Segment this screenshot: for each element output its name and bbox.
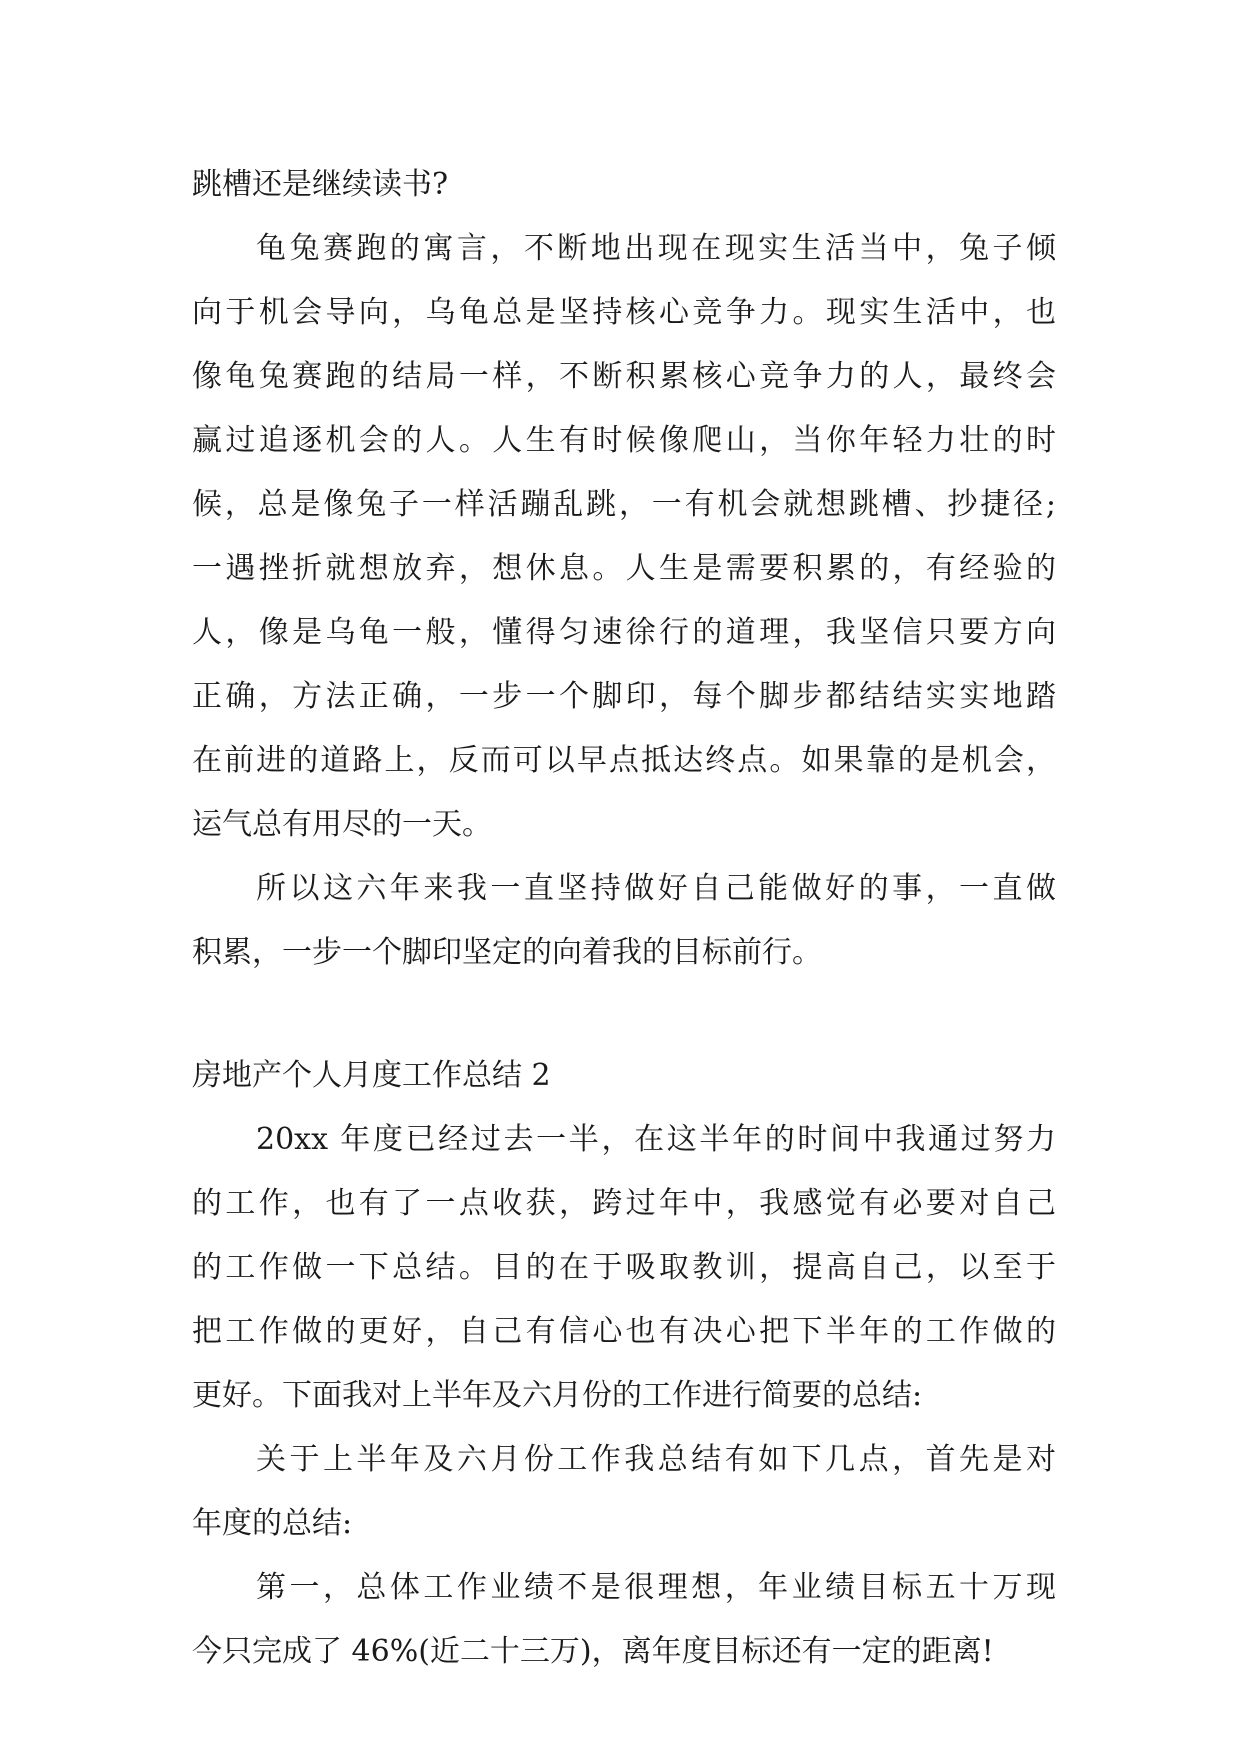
paragraph-half-year bbox=[192, 1108, 1056, 1428]
paragraph-summary-intro bbox=[192, 1428, 1056, 1556]
paragraph-line: 20xx 年度已经过去一半，在这半年的时间中我通过努力 bbox=[256, 1122, 1056, 1157]
paragraph-line: 年度的总结: bbox=[192, 1506, 353, 1541]
paragraph-line: 像龟兔赛跑的结局一样，不断积累核心竞争力的人，最终会 bbox=[192, 359, 1056, 394]
paragraph-line: 向于机会导向，乌龟总是坚持核心竞争力。现实生活中，也 bbox=[192, 295, 1056, 330]
paragraph-line: 人，像是乌龟一般，懂得匀速徐行的道理，我坚信只要方向 bbox=[192, 615, 1056, 650]
paragraph-line: 积累，一步一个脚印坚定的向着我的目标前行。 bbox=[192, 935, 822, 970]
paragraph-line: 第一，总体工作业绩不是很理想，年业绩目标五十万现 bbox=[256, 1570, 1056, 1605]
paragraph-line: 在前进的道路上，反而可以早点抵达终点。如果靠的是机会， bbox=[192, 743, 1056, 778]
paragraph-line: 更好。下面我对上半年及六月份的工作进行简要的总结: bbox=[192, 1378, 923, 1413]
paragraph-first-point bbox=[192, 1556, 1056, 1684]
paragraph-line: 今只完成了 46%(近二十三万)，离年度目标还有一定的距离! bbox=[192, 1634, 994, 1669]
section-spacer bbox=[192, 985, 1056, 1044]
paragraph-tortoise-hare bbox=[192, 217, 1056, 857]
paragraph-line: 候，总是像兔子一样活蹦乱跳，一有机会就想跳槽、抄捷径; bbox=[192, 487, 1056, 522]
paragraph-line: 的工作，也有了一点收获，跨过年中，我感觉有必要对自己 bbox=[192, 1186, 1056, 1221]
paragraph-line: 把工作做的更好，自己有信心也有决心把下半年的工作做的 bbox=[192, 1314, 1056, 1349]
paragraph-line: 龟兔赛跑的寓言，不断地出现在现实生活当中，兔子倾 bbox=[256, 231, 1056, 266]
paragraph-line: 正确，方法正确，一步一个脚印，每个脚步都结结实实地踏 bbox=[192, 679, 1056, 714]
paragraph-line: 关于上半年及六月份工作我总结有如下几点，首先是对 bbox=[256, 1442, 1056, 1477]
paragraph-line: 运气总有用尽的一天。 bbox=[192, 807, 492, 842]
paragraph-line: 赢过追逐机会的人。人生有时候像爬山，当你年轻力壮的时 bbox=[192, 423, 1056, 458]
section-title: 房地产个人月度工作总结 2 bbox=[192, 1058, 551, 1093]
paragraph-line: 一遇挫折就想放弃，想休息。人生是需要积累的，有经验的 bbox=[192, 551, 1056, 586]
paragraph-six-years bbox=[192, 857, 1056, 985]
paragraph-line: 的工作做一下总结。目的在于吸取教训，提高自己，以至于 bbox=[192, 1250, 1056, 1285]
paragraph-line: 所以这六年来我一直坚持做好自己能做好的事，一直做 bbox=[256, 871, 1056, 906]
paragraph-tail-line: 跳槽还是继续读书? bbox=[192, 167, 449, 202]
document-body bbox=[192, 153, 1056, 1684]
